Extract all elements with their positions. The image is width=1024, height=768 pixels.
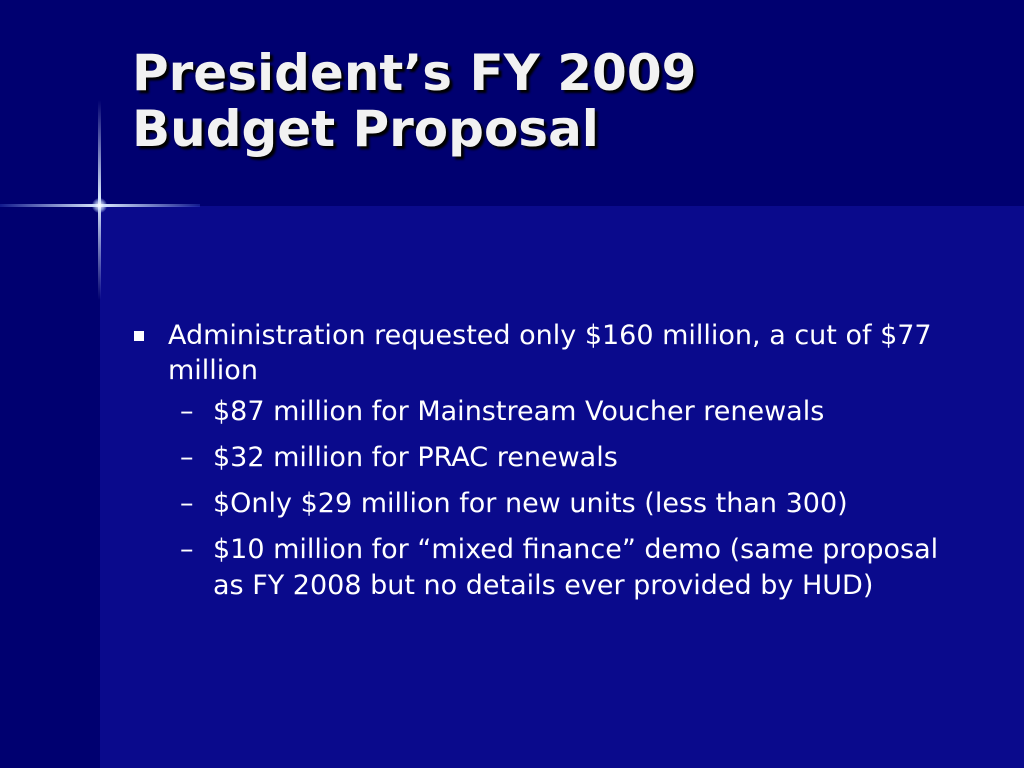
sub-bullet-text: $Only $29 million for new units (less than 300) bbox=[213, 488, 848, 519]
slide-title-line-2: Budget Proposal bbox=[132, 100, 599, 158]
slide-title-line-1: President’s FY 2009 bbox=[132, 44, 697, 102]
left-band bbox=[0, 0, 100, 768]
dash-bullet-icon: – bbox=[180, 488, 194, 519]
sub-bullet-item bbox=[180, 486, 972, 522]
sub-bullet-text: $87 million for Mainstream Voucher renewals bbox=[213, 396, 825, 427]
slide-title bbox=[132, 45, 992, 157]
sub-bullet-item bbox=[180, 394, 972, 430]
dash-bullet-icon: – bbox=[180, 442, 194, 473]
sub-bullet-item bbox=[180, 532, 972, 604]
dash-bullet-icon: – bbox=[180, 534, 194, 565]
square-bullet-icon bbox=[134, 331, 144, 341]
bullet-item bbox=[132, 318, 972, 388]
sparkle-core bbox=[92, 198, 107, 213]
sub-bullet-item bbox=[180, 440, 972, 476]
sub-bullet-text: $32 million for PRAC renewals bbox=[213, 442, 618, 473]
dash-bullet-icon: – bbox=[180, 396, 194, 427]
slide-body bbox=[132, 318, 972, 614]
bullet-text: Administration requested only $160 million, a cut of $77 million bbox=[168, 320, 932, 386]
sub-bullet-text: $10 million for “mixed finance” demo (same proposal as FY 2008 but no details ever provided by HUD) bbox=[213, 534, 939, 601]
sub-bullet-list bbox=[180, 394, 972, 604]
